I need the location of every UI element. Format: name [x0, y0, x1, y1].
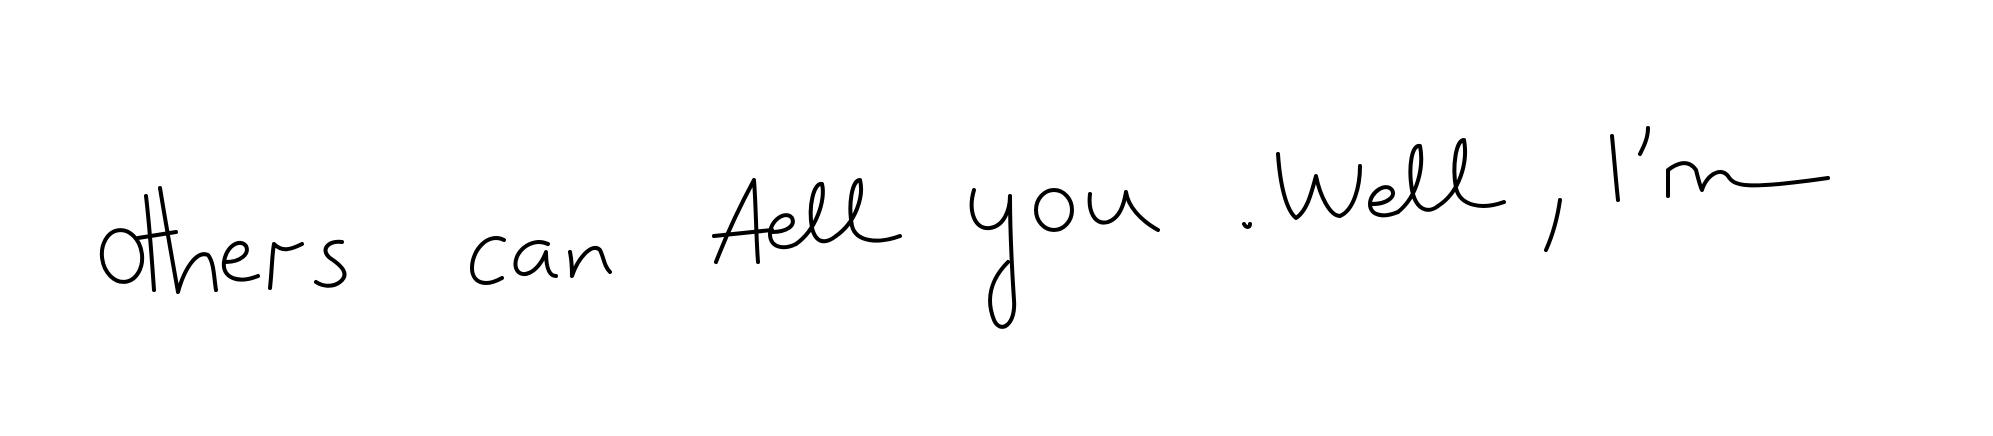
- word-can: [472, 238, 610, 283]
- word-others: [99, 188, 345, 292]
- word-well: [1278, 140, 1560, 250]
- word-tell: [714, 180, 900, 262]
- period-mark: [1244, 224, 1250, 227]
- word-you: [972, 190, 1158, 327]
- handwriting-transcription: [100, 230, 1850, 231]
- word-im: [1612, 128, 1828, 200]
